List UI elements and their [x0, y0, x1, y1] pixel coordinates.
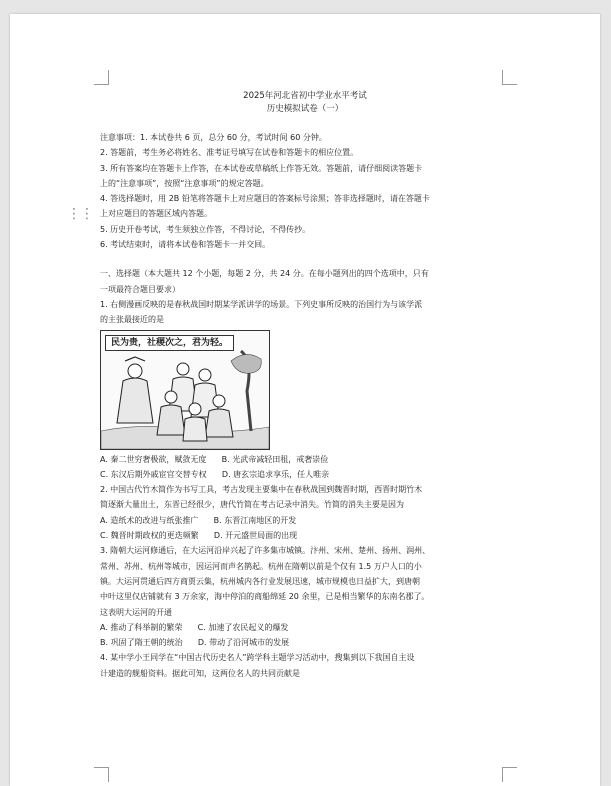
notice-line: 上对应题目的答题区域内答题。 [100, 209, 212, 219]
answer-options: A. 造纸术的改进与纸张推广 B. 东晋江南地区的开发 [100, 515, 297, 525]
document-page [10, 14, 600, 786]
notice-line: 注意事项：1. 本试卷共 6 页，总分 60 分，考试时间 60 分钟。 [100, 133, 327, 142]
cartoon-caption: 民为贵，社稷次之，君为轻。 [105, 335, 234, 351]
question-stem: 计建造的舰船资料。据此可知，这两位名人的共同贡献是 [100, 668, 300, 678]
notice-line: 5. 历史开卷考试，考生须独立作答，不得讨论，不得传抄。 [100, 224, 311, 234]
answer-options: C. 魏晋时期政权的更迭频繁 D. 开元盛世局面的出现 [100, 531, 298, 541]
question-stem: 3. 隋朝大运河修通后，在大运河沿岸兴起了许多集市城镇。汴州、宋州、楚州、扬州、润州、 [100, 546, 431, 556]
crop-mark-top-right [502, 70, 517, 85]
notice-block [100, 130, 510, 252]
crop-mark-bottom-left [94, 767, 109, 782]
notice-line: 4. 答选择题时，用 2B 铅笔将答题卡上对应题目的答案标号涂黑；答非选择题时，请在答题卡 [100, 194, 430, 204]
answer-options: C. 东汉后期外戚宦官交替专权 D. 唐玄宗追求享乐，任人唯亲 [100, 469, 330, 479]
notice-line: 2. 答题前，考生务必将姓名、准考证号填写在试卷和答题卡的相应位置。 [100, 148, 359, 158]
question-stem: 的主张最接近的是 [100, 315, 164, 325]
question-stem: 2. 中国古代竹木简作为书写工具，考古发现主要集中在春秋战国到魏晋时期，西晋时期竹木 [100, 485, 423, 495]
question-2 [100, 482, 510, 543]
exam-title: 2025年河北省初中学业水平考试 [243, 91, 367, 101]
question-stem: 1. 右侧漫画反映的是春秋战国时期某学派讲学的场景。下列史事所反映的治国行为与该学派 [100, 299, 423, 309]
question-4 [100, 650, 510, 681]
notice-line: 上的“注意事项”，按照“注意事项”的规定答题。 [100, 178, 269, 188]
question-3 [100, 543, 510, 650]
question-1 [100, 297, 510, 482]
answer-options: B. 巩固了隋王朝的统治 D. 带动了沿河城市的发展 [100, 638, 290, 648]
section-heading: 一项最符合题目要求） [100, 284, 180, 294]
question-stem: 这表明大运河的开通 [100, 607, 172, 617]
question-stem: 简逐渐大量出土，东晋已经很少，唐代竹简在考古记录中消失。竹简的消失主要是因为 [100, 500, 404, 510]
answer-options: A. 秦二世穷奢极欲，赋敛无度 B. 光武帝减轻田租，戒奢崇俭 [100, 454, 329, 464]
drag-handle-icon[interactable]: ⋮⋮ [67, 206, 93, 222]
question-stem: 镇。大运河贯通后四方商贾云集，杭州城内各行业发展迅速，城市规模也日益扩大，到唐朝 [100, 576, 420, 586]
notice-line: 3. 所有答案均在答题卡上作答，在本试卷或草稿纸上作答无效。答题前，请仔细阅读答题卡 [100, 163, 423, 173]
exam-subtitle: 历史模拟试卷（一） [266, 104, 344, 114]
cartoon-image [100, 330, 270, 450]
question-stem: 中叶这里仅店铺就有 3 万余家，海中停泊的商船绵延 20 余里，已是相当繁华的东南名郡了。 [100, 592, 430, 602]
section-heading: 一、选择题（本大题共 12 个小题，每题 2 分，共 24 分。在每小题列出的四个选项中，只有 [100, 269, 429, 279]
exam-content [100, 90, 510, 681]
answer-options: A. 推动了科举制的繁荣 C. 加速了农民起义的爆发 [100, 622, 289, 632]
crop-mark-bottom-right [502, 767, 517, 782]
crop-mark-top-left [94, 70, 109, 85]
question-stem: 4. 某中学小王同学在“中国古代历史名人”跨学科主题学习活动中，搜集到以下我国自主设 [100, 653, 415, 663]
notice-line: 6. 考试结束时，请将本试卷和答题卡一并交回。 [100, 240, 271, 250]
question-stem: 常州、苏州、杭州等城市，因运河而声名鹊起。杭州在隋朝以前是个仅有 1.5 万户人口的小 [100, 561, 422, 571]
